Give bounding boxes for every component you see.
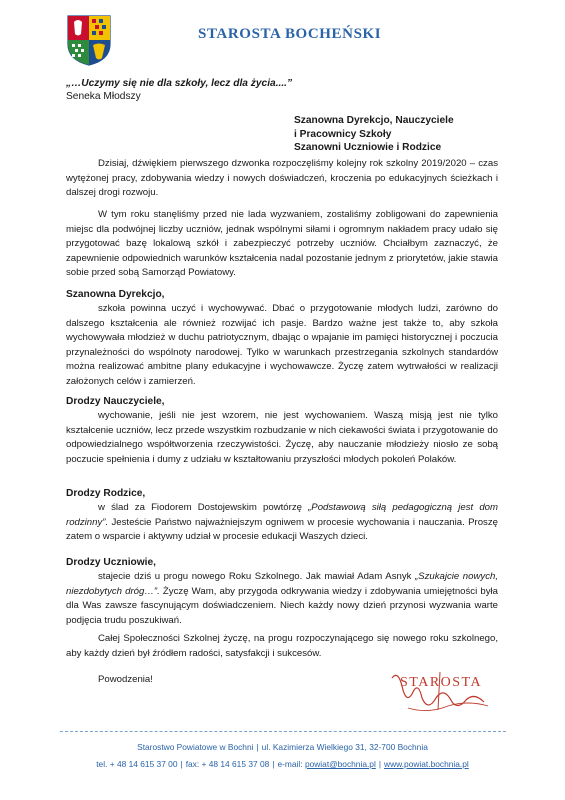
section-body: w ślad za Fiodorem Dostojewskim powtórzę „Podstawową siłą pedagogiczną jest dom rodzinny”. Jesteście Państwo najważniejszym ogniwem w procesie wychowania i nauczania. Proszę zatem o wsparcie i aktywny udział w procesie edukacji Waszych dzieci.: [66, 502, 498, 543]
email-link[interactable]: powiat@bochnia.pl: [304, 759, 376, 769]
epigraph-author: Seneka Młodszy: [66, 91, 141, 102]
section-body: wychowanie, jeśli nie jest wzorem, nie jest wychowaniem. Waszą misją jest nie tylko kształcenie uczniów, lecz przede wszystkim rozbudzanie w nich ciekawości świata i przygotowanie do odpowiedzialnego współtworzenia rzeczywistości. Życzę, aby nauczanie młodzieży niosło ze sobą poczucie spełnienia i dumy z udziału w kształtowaniu przyszłości młodych pokoleń Polaków.: [66, 410, 498, 465]
farewell: Powodzenia!: [98, 674, 153, 685]
footer-divider: [60, 731, 506, 732]
section-heading: Drodzy Nauczyciele,: [66, 396, 165, 407]
addressee-block: [294, 114, 454, 155]
stamp-text: STAROSTA: [400, 675, 483, 690]
closing-paragraph: Całej Społeczności Szkolnej życzę, na progu rozpoczynającego się nowego roku szkolnego, aby każdy dzień był źródłem radości, satysfakcji i sukcesów.: [66, 633, 498, 659]
addressee-line: i Pracownicy Szkoły: [294, 128, 392, 140]
dostojewski-quote: „Podstawową siłą pedagogiczną jest dom rodzinny”.: [66, 502, 498, 528]
coat-of-arms-icon: [66, 14, 112, 66]
section-heading: Drodzy Rodzice,: [66, 488, 146, 499]
section-heading: Drodzy Uczniowie,: [66, 557, 157, 568]
section-body: szkoła powinna uczyć i wychowywać. Dbać o przygotowanie młodych ludzi, zarówno do dalszego kształcenia ale również rozwijać ich pasje. Bardzo ważne jest także to, aby szkoła wychowywała młodzież w duchu patriotycznym, dbając o wpajanie im pamięci historycznej i poczucia przynależności do wspólnoty narodowej. Tylko w warunkach przestrzegania szkolnych standardów można realizować ambitne plany edukacyjne i wychowawcze. Życzę zatem wytrwałości w realizacji założonych celów i zamierzeń.: [66, 303, 498, 387]
epigraph-quote: „…Uczymy się nie dla szkoły, lecz dla życia....”: [66, 78, 293, 89]
addressee-line: Szanowni Uczniowie i Rodzice: [294, 142, 442, 153]
intro-paragraph: Dzisiaj, dźwiękiem pierwszego dzwonka rozpoczęliśmy kolejny rok szkolny 2019/2020 – czas wytężonej pracy, zdobywania wiedzy i nowych doświadczeń, kroczenia po edukacyjnych ścieżkach i dalszej drogi rozwoju.: [66, 158, 498, 199]
website-link[interactable]: www.powiat.bochnia.pl: [384, 759, 469, 769]
addressee-line: Szanowna Dyrekcjo, Nauczyciele: [294, 115, 454, 126]
intro-paragraph: W tym roku stanęliśmy przed nie lada wyzwaniem, zostaliśmy zobligowani do zapewnienia miejsc dla podwójnej liczby uczniów, jednak wspólnymi siłami i ogromnym nakładem pracy udało się przygotować bazę lokalową szkół i zabezpieczyć potrzeby uczniów. Chciałbym zaznaczyć, że zapewnienie odpowiednich warunków kształcenia nadal pozostanie jednym z priorytetów, jakie stawia sobie przed sobą Samorząd Powiatowy.: [66, 209, 498, 279]
page-title: STAROSTA BOCHEŃSKI: [198, 26, 382, 42]
footer-contact: tel. + 48 14 615 37 00 | fax: + 48 14 615 37 08 | e-mail: powiat@bochnia.pl | www.powiat.bochnia.pl: [96, 759, 469, 769]
signature-stamp: [388, 668, 498, 716]
asnyk-quote: „Szukajcie nowych, niezdobytych dróg…”.: [66, 571, 498, 597]
footer-address: Starostwo Powiatowe w Bochni | ul. Kazimierza Wielkiego 31, 32-700 Bochnia: [137, 742, 428, 752]
section-body: stajecie dziś u progu nowego Roku Szkolnego. Jak mawiał Adam Asnyk „Szukajcie nowych, niezdobytych dróg…”. Życzę Wam, aby przygoda odkrywania wiedzy i zdobywania umiejętności była dla Was zawsze fascynującym doświadczeniem. Niech każdy nowy dzień przynosi wyzwania warte podjęcia trudu poszukiwań.: [66, 571, 498, 626]
section-heading: Szanowna Dyrekcjo,: [66, 289, 165, 300]
